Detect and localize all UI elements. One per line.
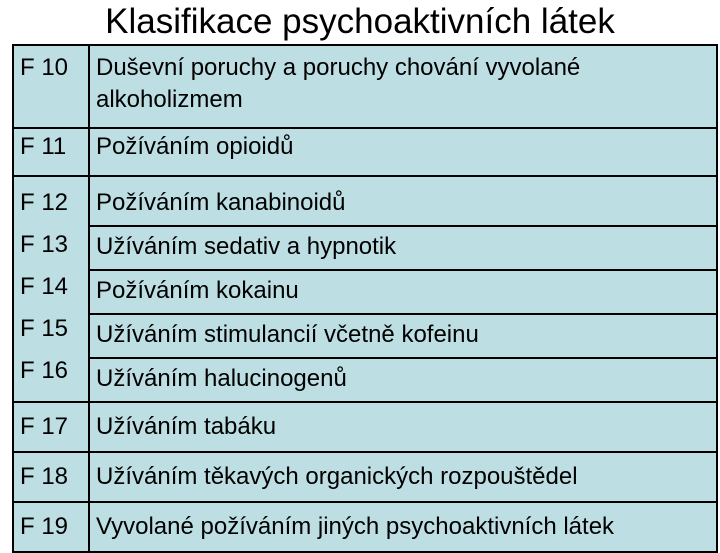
row-code: F 13: [20, 231, 69, 258]
table-row: [13, 128, 717, 176]
row-text: Užíváním sedativ a hypnotik: [90, 225, 716, 269]
row-text-group: [89, 176, 717, 402]
row-text: Užíváním těkavých organických rozpouštědel: [89, 452, 717, 502]
row-code: F 11: [13, 128, 89, 176]
table-row: [13, 402, 717, 452]
row-text: Požíváním kanabinoidů: [96, 189, 346, 216]
row-code: F 12: [20, 189, 69, 216]
row-code-group: [13, 176, 89, 402]
row-code: F 19: [13, 502, 89, 552]
row-text: Užíváním tabáku: [89, 402, 717, 452]
row-code: F 18: [13, 452, 89, 502]
row-text: Duševní poruchy a poruchy chování vyvolané alkoholizmem: [89, 45, 717, 128]
row-text: Vyvolané požíváním jiných psychoaktivních látek: [89, 502, 717, 552]
row-code: F 10: [13, 45, 89, 128]
classification-table: [12, 44, 718, 553]
table-row: [13, 452, 717, 502]
row-code: F 15: [20, 315, 69, 342]
row-text: Požíváním opioidů: [89, 128, 717, 176]
row-code: F 16: [20, 357, 69, 384]
row-code: F 14: [20, 273, 69, 300]
page-title: Klasifikace psychoaktivních látek: [105, 2, 615, 41]
table-row: [13, 45, 717, 128]
row-text: Užíváním stimulancií včetně kofeinu: [90, 313, 716, 357]
row-text: Užíváním halucinogenů: [90, 357, 716, 401]
row-code: F 17: [13, 402, 89, 452]
row-text: Požíváním kokainu: [90, 269, 716, 313]
table-row: [13, 502, 717, 552]
table-row-group: [13, 176, 717, 402]
